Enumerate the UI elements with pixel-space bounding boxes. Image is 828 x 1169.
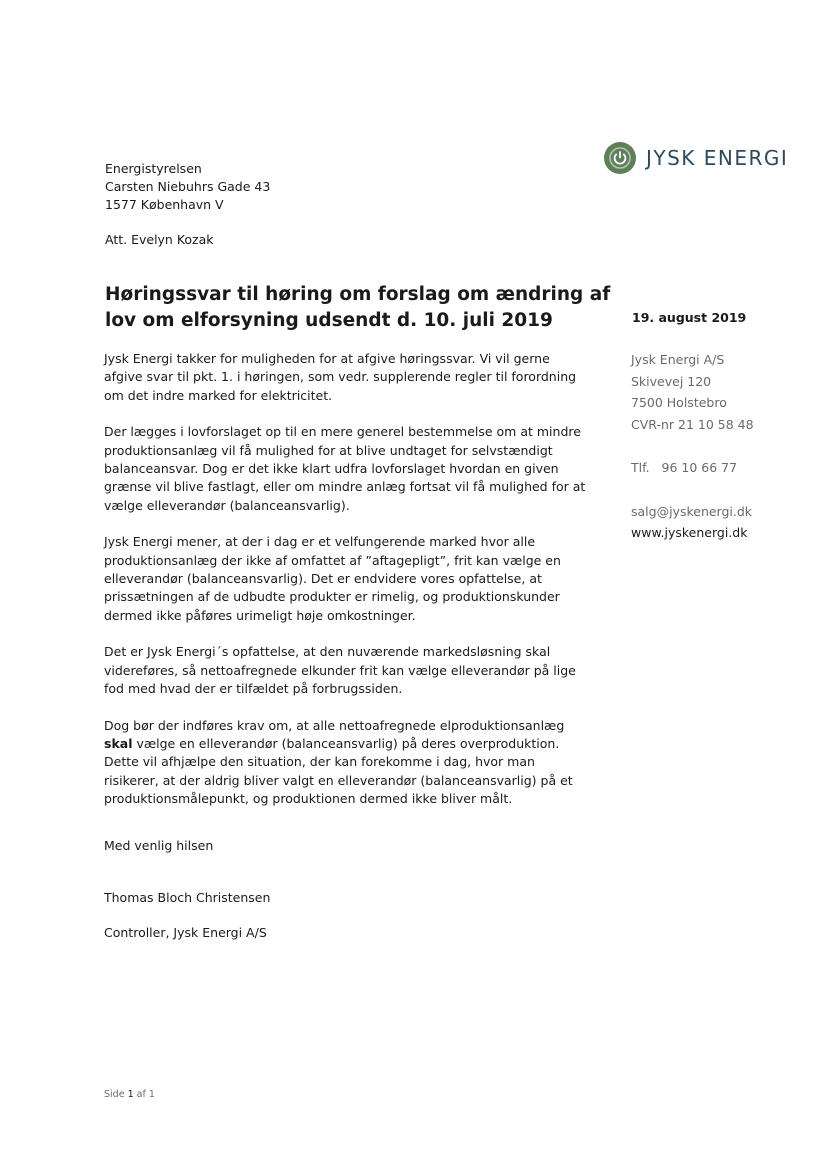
sender-phone: Tlf. 96 10 66 77 [631,460,738,475]
letter-title [105,282,611,334]
paragraph-line-rest: vælge en elleverandør (balanceansvarlig) på deres overproduktion. [132,736,560,752]
paragraph-line: balanceansvar. Dog er det ikke klart udfra lovforslaget hvordan en given [104,460,559,476]
paragraph-line: fod med hvad der er tilfældet på forbrugssiden. [104,680,403,696]
sender-company: Jysk Energi A/S [631,352,725,367]
recipient-attention: Att. Evelyn Kozak [105,232,214,247]
recipient-address [105,160,270,214]
paragraph [104,350,577,405]
paragraph-line: Jysk Energi mener, at der i dag er et velfungerende marked hvor alle [104,534,536,550]
sender-info [631,349,754,544]
power-icon [604,142,636,174]
paragraph-line: grænse vil blive fastlagt, eller om mindre anlæg fortsat vil få mulighed for at [104,479,586,495]
title-line: lov om elforsyning udsendt d. 10. juli 2019 [105,310,553,331]
closing-greeting: Med venlig hilsen [104,838,214,853]
signer-name: Thomas Bloch Christensen [104,890,271,905]
company-logo [604,142,788,174]
recipient-city: 1577 København V [105,197,224,212]
sender-website[interactable]: www.jyskenergi.dk [631,525,748,540]
recipient-street: Carsten Niebuhrs Gade 43 [105,179,271,194]
paragraph-line: afgive svar til pkt. 1. i høringen, som vedr. supplerende regler til forordning [104,369,577,385]
paragraph-line: Der lægges i lovforslaget op til en mere generel bestemmelse om at mindre [104,424,581,440]
paragraph-line: risikerer, at der aldrig bliver valgt en elleverandør (balanceansvarlig) på et [104,772,573,788]
paragraph-line: dermed ikke påføres urimeligt høje omkostninger. [104,607,416,623]
paragraph-line: om det indre marked for elektricitet. [104,387,333,403]
title-line: Høringssvar til høring om forslag om ændring af [105,284,611,305]
letter-date: 19. august 2019 [632,310,747,325]
paragraph-line: produktionsanlæg vil få mulighed for at blive undtaget for selvstændigt [104,442,553,458]
paragraph [104,643,576,698]
emphasis-text: skal [104,736,133,752]
logo-text: JYSK ENERGI [646,146,789,170]
page-number-prefix: Side [104,1089,125,1100]
paragraph-line: videreføres, så nettoafregnede elkunder frit kan vælge elleverandør på lige [104,662,576,678]
paragraph-line: elleverandør (balanceansvarlig). Det er endvidere vores opfattelse, at [104,570,542,586]
sender-street: Skivevej 120 [631,373,712,389]
paragraph-line: Dette vil afhjælpe den situation, der kan forekomme i dag, hvor man [104,754,535,770]
page-number-current: 1 [127,1089,134,1100]
paragraph [104,717,573,808]
letter-body [104,350,586,827]
signer-title: Controller, Jysk Energi A/S [104,925,267,940]
sender-cvr: CVR-nr 21 10 58 48 [631,416,754,432]
paragraph-line: Dog bør der indføres krav om, at alle nettoafregnede elproduktionsanlæg [104,717,565,733]
paragraph-line: prissætningen af de udbudte produkter er rimelig, og produktionskunder [104,589,560,605]
page-number-suffix: af 1 [136,1089,155,1100]
sender-city: 7500 Holstebro [631,395,727,410]
recipient-name: Energistyrelsen [105,161,202,176]
sender-email[interactable]: salg@jyskenergi.dk [631,503,753,519]
paragraph [104,423,586,514]
paragraph-line [104,735,564,753]
paragraph-line: vælge elleverandør (balanceansvarlig). [104,497,350,513]
paragraph-line: Det er Jysk Energi´s opfattelse, at den nuværende markedsløsning skal [104,644,551,660]
paragraph-line: Jysk Energi takker for muligheden for at afgive høringssvar. Vi vil gerne [104,351,550,366]
paragraph-line: produktionsanlæg der ikke af omfattet af ”aftagepligt”, frit kan vælge en [104,552,561,568]
paragraph [104,533,564,624]
page-number [104,1089,155,1100]
paragraph-line: produktionsmålepunkt, og produktionen dermed ikke bliver målt. [104,790,513,806]
